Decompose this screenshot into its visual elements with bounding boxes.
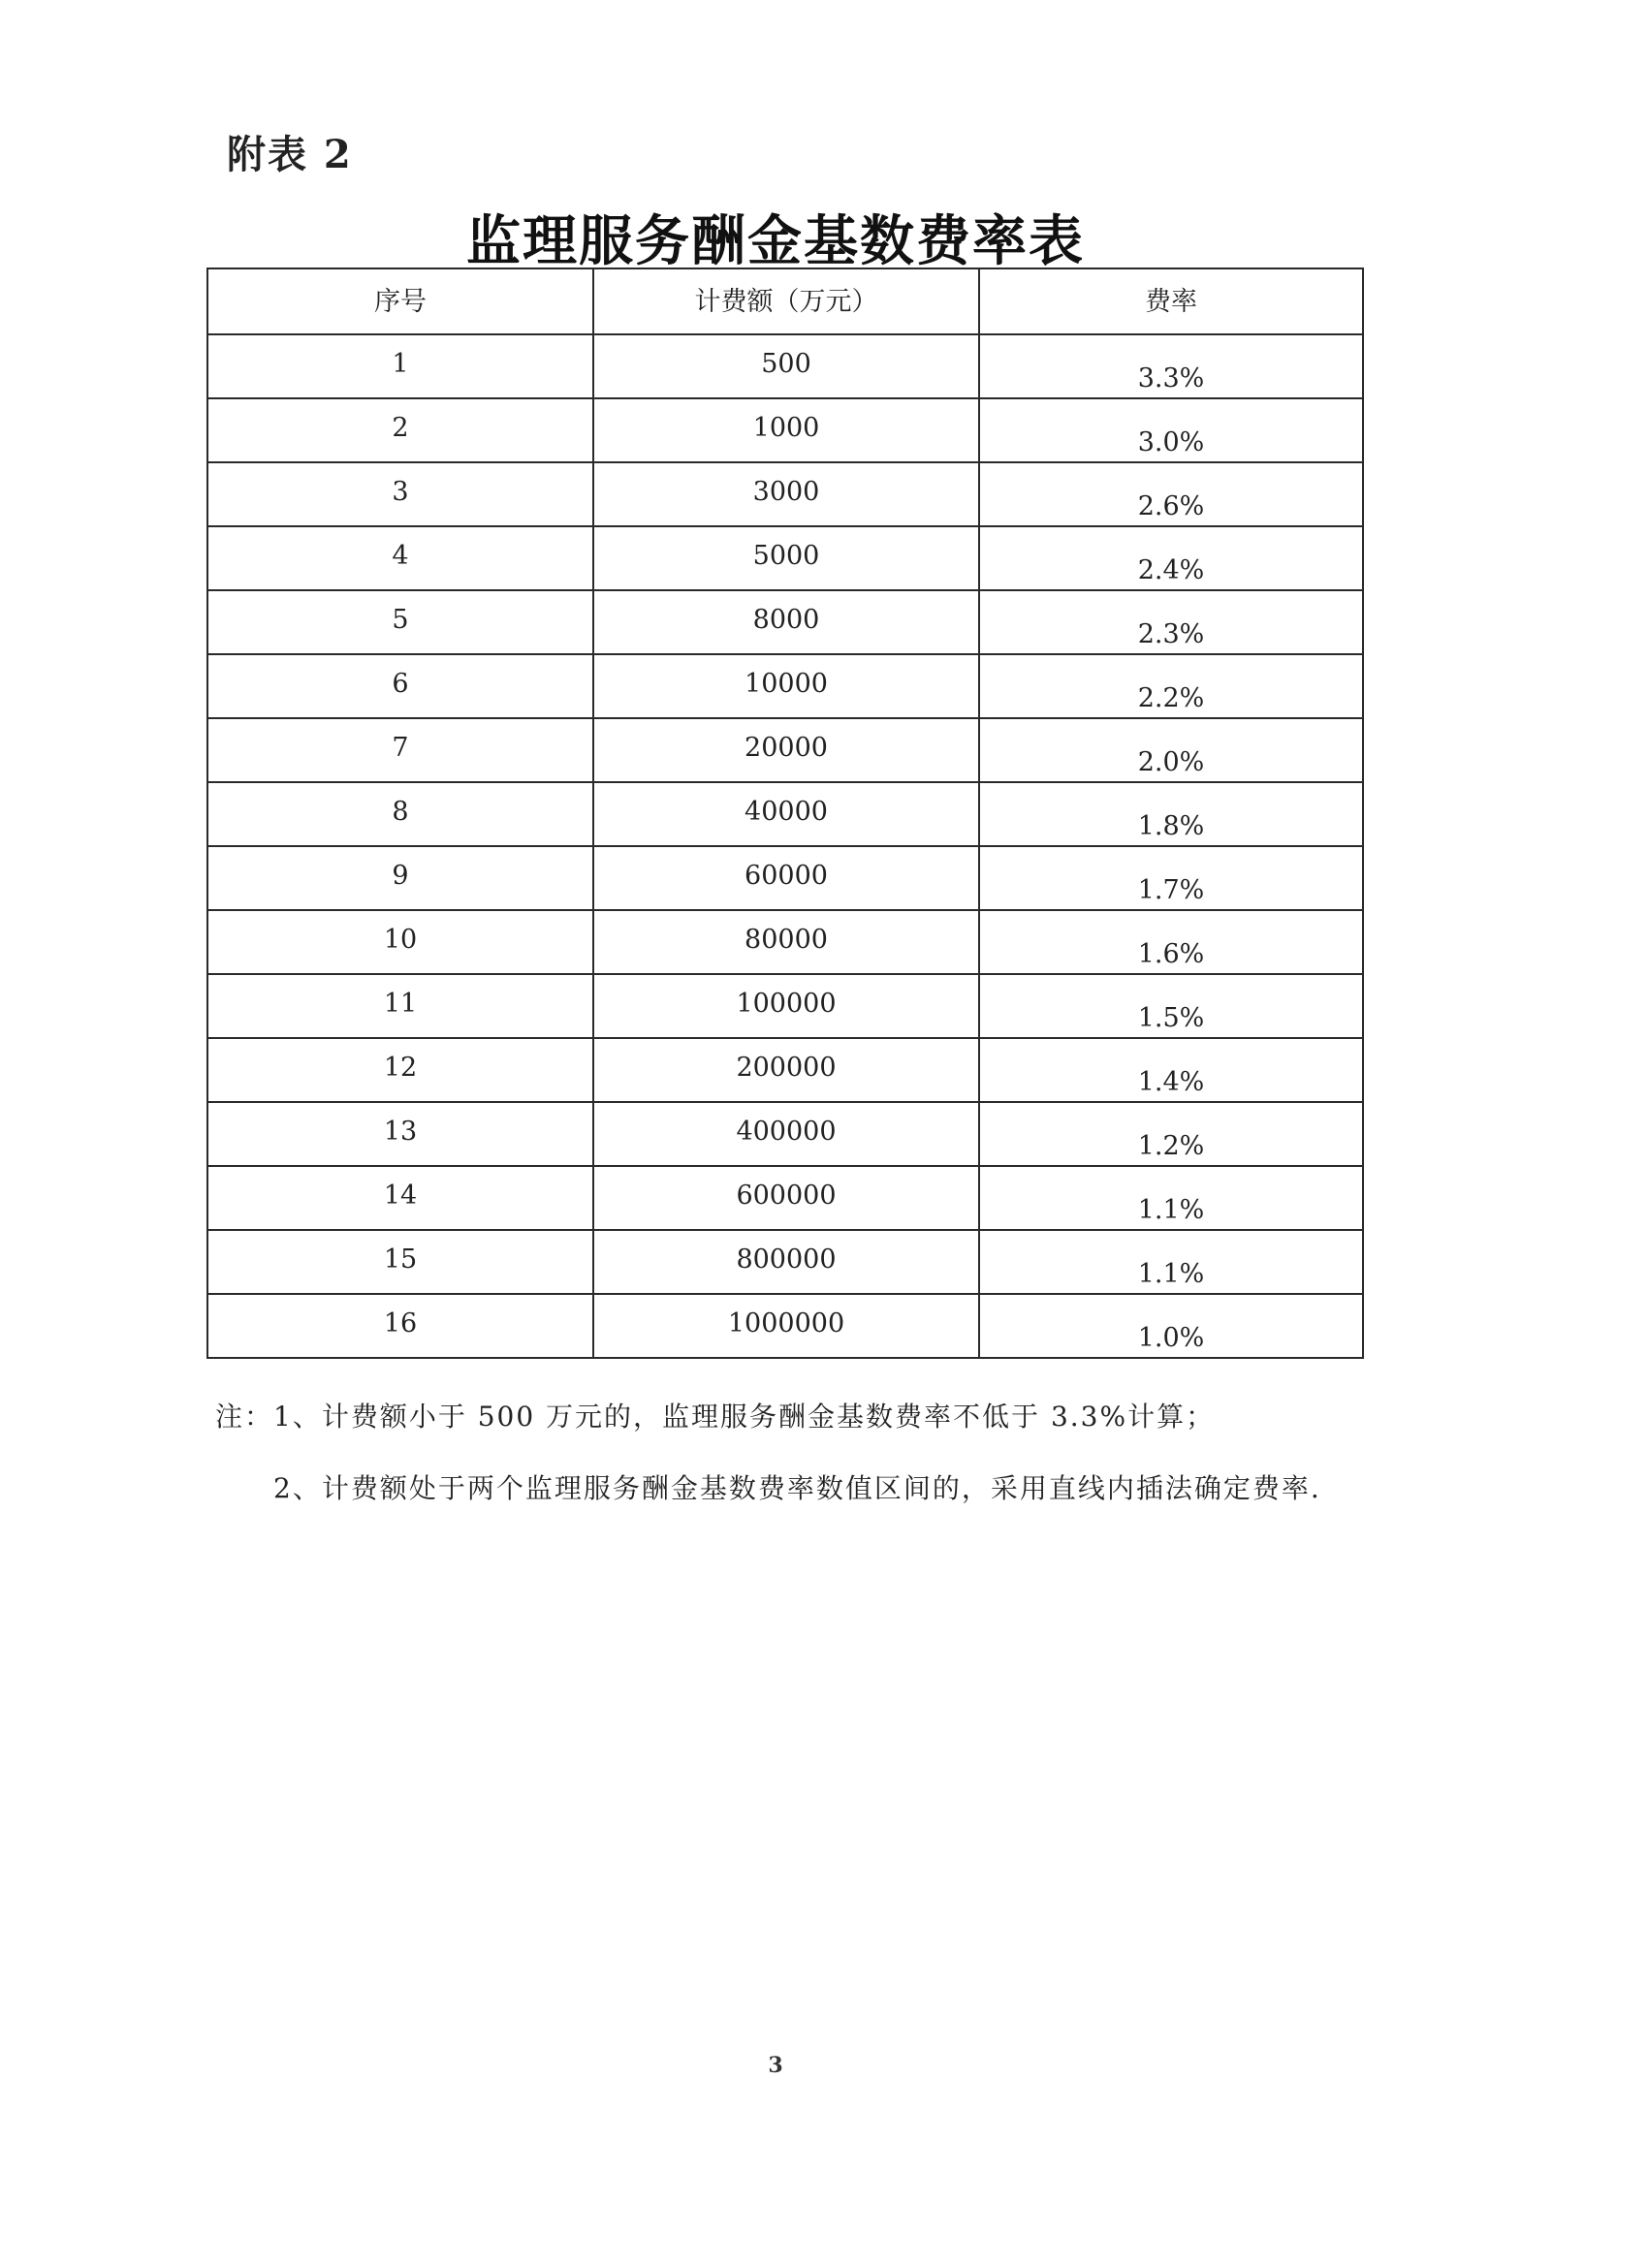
index-cell bbox=[207, 654, 593, 718]
amount-value: 800000 bbox=[736, 1244, 837, 1275]
index-value: 5 bbox=[392, 605, 409, 635]
page-number: 3 bbox=[768, 2053, 783, 2078]
table-row bbox=[207, 910, 1363, 974]
amount-value: 8000 bbox=[752, 605, 820, 635]
index-value: 3 bbox=[392, 477, 409, 507]
header-rate bbox=[979, 268, 1363, 334]
rate-value: 2.4% bbox=[1137, 555, 1205, 585]
rate-cell bbox=[979, 334, 1363, 398]
amount-value: 80000 bbox=[745, 925, 828, 955]
amount-cell bbox=[593, 782, 979, 846]
amount-cell bbox=[593, 718, 979, 782]
index-value: 11 bbox=[383, 989, 418, 1019]
amount-cell bbox=[593, 1038, 979, 1102]
table-row bbox=[207, 782, 1363, 846]
index-value: 13 bbox=[383, 1117, 418, 1147]
amount-cell bbox=[593, 654, 979, 718]
rate-value: 1.6% bbox=[1137, 939, 1205, 969]
table-row bbox=[207, 974, 1363, 1038]
index-cell bbox=[207, 590, 593, 654]
rate-cell bbox=[979, 846, 1363, 910]
table-row bbox=[207, 1230, 1363, 1294]
amount-cell bbox=[593, 526, 979, 590]
index-cell bbox=[207, 1230, 593, 1294]
index-value: 7 bbox=[392, 733, 409, 763]
index-cell bbox=[207, 1294, 593, 1358]
index-cell bbox=[207, 1038, 593, 1102]
index-value: 10 bbox=[383, 925, 418, 955]
amount-value: 1000 bbox=[752, 413, 820, 443]
amount-value: 100000 bbox=[736, 989, 837, 1019]
rate-cell bbox=[979, 1166, 1363, 1230]
rate-cell bbox=[979, 1230, 1363, 1294]
amount-cell bbox=[593, 1166, 979, 1230]
amount-cell bbox=[593, 398, 979, 462]
table-row bbox=[207, 1102, 1363, 1166]
header-amount bbox=[593, 268, 979, 334]
rate-value: 2.3% bbox=[1137, 619, 1205, 649]
rate-value: 1.7% bbox=[1137, 875, 1205, 905]
rate-cell bbox=[979, 782, 1363, 846]
index-cell bbox=[207, 526, 593, 590]
amount-cell bbox=[593, 846, 979, 910]
table-header-row bbox=[207, 268, 1363, 334]
rate-cell bbox=[979, 398, 1363, 462]
amount-value: 5000 bbox=[752, 541, 820, 571]
rate-value: 2.0% bbox=[1137, 747, 1205, 777]
index-value: 14 bbox=[383, 1181, 418, 1211]
header-index-label: 序号 bbox=[374, 286, 427, 317]
index-cell bbox=[207, 974, 593, 1038]
rate-value: 1.0% bbox=[1137, 1323, 1205, 1353]
amount-value: 3000 bbox=[752, 477, 820, 507]
index-cell bbox=[207, 846, 593, 910]
rate-value: 1.2% bbox=[1137, 1131, 1205, 1161]
table-row bbox=[207, 526, 1363, 590]
table-row bbox=[207, 1166, 1363, 1230]
table-row bbox=[207, 398, 1363, 462]
index-cell bbox=[207, 910, 593, 974]
rate-cell bbox=[979, 1038, 1363, 1102]
amount-value: 400000 bbox=[736, 1117, 837, 1147]
index-cell bbox=[207, 1102, 593, 1166]
header-rate-label: 费率 bbox=[1145, 286, 1197, 317]
rate-value: 1.1% bbox=[1137, 1195, 1205, 1225]
index-cell bbox=[207, 334, 593, 398]
index-cell bbox=[207, 1166, 593, 1230]
rate-value: 2.2% bbox=[1137, 683, 1205, 713]
rate-value: 1.8% bbox=[1137, 811, 1205, 841]
index-cell bbox=[207, 462, 593, 526]
table-row bbox=[207, 718, 1363, 782]
rate-value: 3.3% bbox=[1137, 363, 1205, 394]
rate-cell bbox=[979, 910, 1363, 974]
rate-table bbox=[206, 268, 1364, 1359]
amount-value: 10000 bbox=[745, 669, 828, 699]
amount-cell bbox=[593, 462, 979, 526]
index-value: 9 bbox=[392, 861, 409, 891]
amount-cell bbox=[593, 1102, 979, 1166]
amount-cell bbox=[593, 974, 979, 1038]
appendix-label: 附表 2 bbox=[227, 132, 353, 177]
index-value: 4 bbox=[392, 541, 409, 571]
rate-value: 1.1% bbox=[1137, 1259, 1205, 1289]
amount-value: 60000 bbox=[745, 861, 828, 891]
amount-cell bbox=[593, 910, 979, 974]
rate-value: 2.6% bbox=[1137, 491, 1205, 521]
header-amount-label: 计费额（万元） bbox=[694, 286, 878, 317]
document-title: 监理服务酬金基数费率表 bbox=[466, 209, 1085, 273]
table-row bbox=[207, 1038, 1363, 1102]
rate-cell bbox=[979, 974, 1363, 1038]
amount-cell bbox=[593, 1294, 979, 1358]
amount-cell bbox=[593, 1230, 979, 1294]
header-index bbox=[207, 268, 593, 334]
rate-cell bbox=[979, 1294, 1363, 1358]
table-row bbox=[207, 654, 1363, 718]
amount-value: 40000 bbox=[745, 797, 828, 827]
index-value: 1 bbox=[392, 349, 409, 379]
index-cell bbox=[207, 398, 593, 462]
rate-cell bbox=[979, 590, 1363, 654]
table-row bbox=[207, 334, 1363, 398]
index-cell bbox=[207, 782, 593, 846]
amount-value: 200000 bbox=[736, 1053, 837, 1083]
rate-cell bbox=[979, 718, 1363, 782]
index-value: 8 bbox=[392, 797, 409, 827]
rate-value: 1.5% bbox=[1137, 1003, 1205, 1033]
amount-cell bbox=[593, 590, 979, 654]
amount-value: 600000 bbox=[736, 1181, 837, 1211]
amount-cell bbox=[593, 334, 979, 398]
table-row bbox=[207, 462, 1363, 526]
rate-cell bbox=[979, 526, 1363, 590]
index-value: 15 bbox=[383, 1244, 418, 1275]
table-row bbox=[207, 590, 1363, 654]
table-row bbox=[207, 1294, 1363, 1358]
rate-value: 3.0% bbox=[1137, 427, 1205, 457]
rate-cell bbox=[979, 462, 1363, 526]
amount-value: 20000 bbox=[745, 733, 828, 763]
note-line-1: 注：1、计费额小于 500 万元的，监理服务酬金基数费率不低于 3.3%计算； bbox=[215, 1401, 1216, 1433]
rate-value: 1.4% bbox=[1137, 1067, 1205, 1097]
index-value: 12 bbox=[383, 1053, 418, 1083]
amount-value: 500 bbox=[761, 349, 811, 379]
index-cell bbox=[207, 718, 593, 782]
note-line-2: 2、计费额处于两个监理服务酬金基数费率数值区间的，采用直线内插法确定费率. bbox=[273, 1472, 1321, 1504]
index-value: 2 bbox=[392, 413, 409, 443]
index-value: 6 bbox=[392, 669, 409, 699]
index-value: 16 bbox=[383, 1308, 418, 1339]
rate-cell bbox=[979, 1102, 1363, 1166]
amount-value: 1000000 bbox=[727, 1308, 845, 1339]
table-notes bbox=[215, 1396, 1379, 1506]
rate-cell bbox=[979, 654, 1363, 718]
table-row bbox=[207, 846, 1363, 910]
